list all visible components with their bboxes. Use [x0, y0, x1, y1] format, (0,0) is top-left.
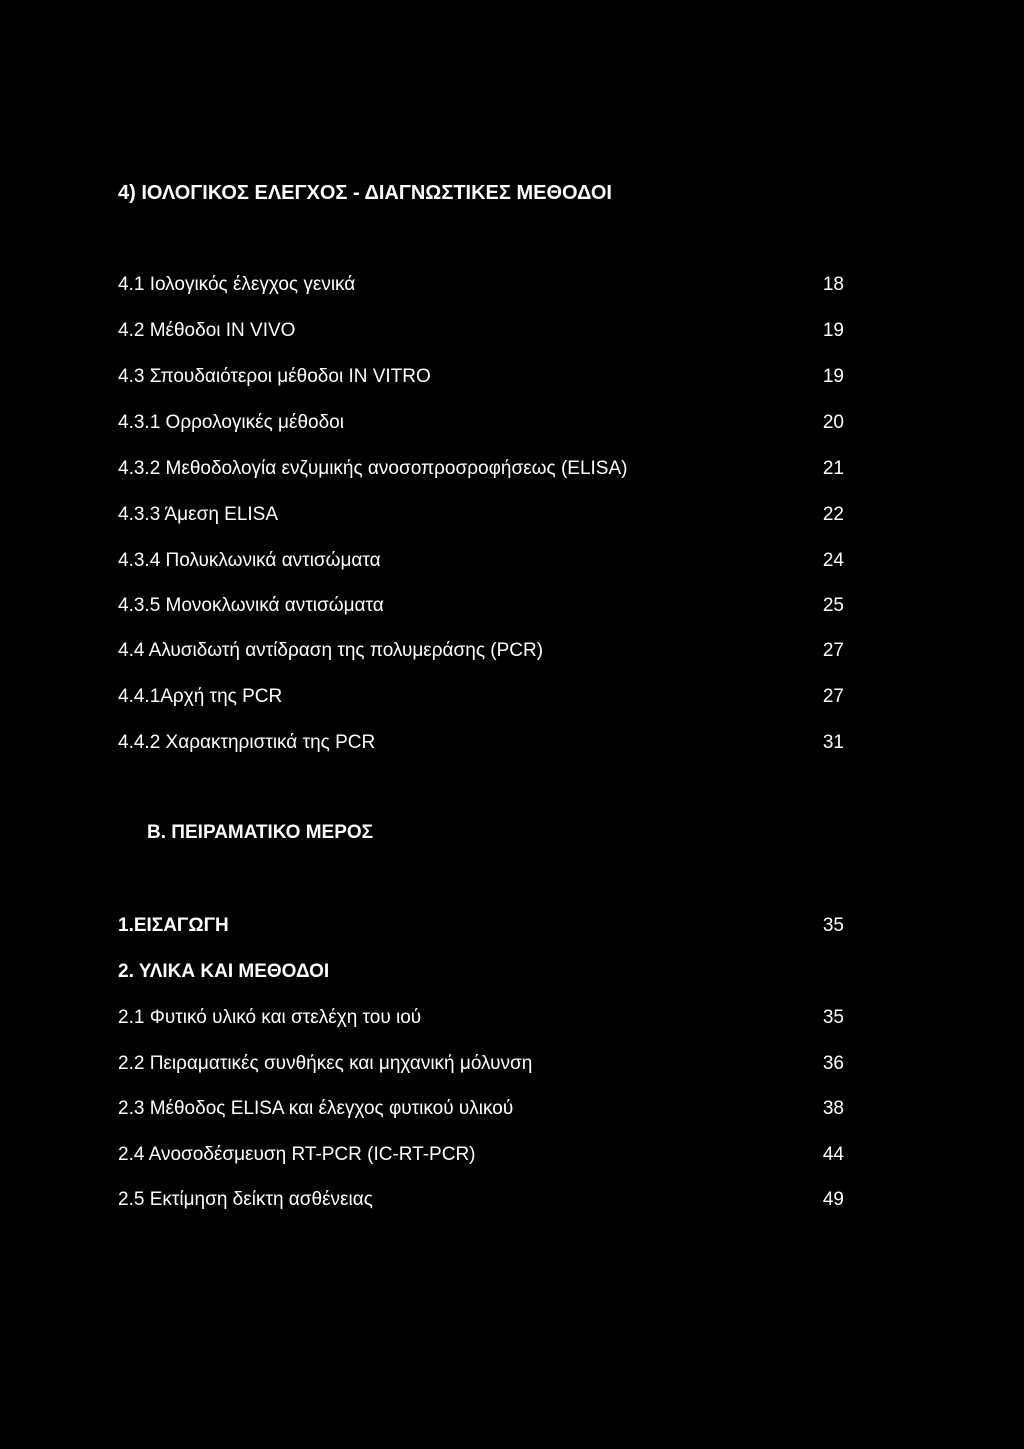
- toc-entry: [0, 454, 1024, 484]
- toc-entry-label: 4.3.4 Πολυκλωνικά αντισώματα: [118, 550, 381, 571]
- toc-entry-page: 25: [822, 595, 844, 616]
- toc-entry-page: 24: [822, 550, 844, 571]
- toc-entry-page: 38: [822, 1098, 844, 1119]
- toc-entry-label: 4.3.1 Ορρολογικές μέθοδοι: [118, 412, 344, 433]
- toc-entry-label: 2.3 Μέθοδος ELISA και έλεγχος φυτικού υλικού: [118, 1098, 514, 1119]
- toc-entry-label: 4.3.3 Άμεση ELISA: [118, 504, 279, 525]
- toc-entry-page: 31: [822, 732, 844, 753]
- toc-entry: [0, 408, 1024, 438]
- toc-entry-label: 4.3 Σπουδαιότεροι μέθοδοι IN VITRO: [118, 366, 431, 387]
- part-b-heading: [0, 818, 1024, 848]
- toc-entry-label: 2.1 Φυτικό υλικό και στελέχη του ιού: [118, 1007, 422, 1028]
- toc-entry-label: 2.4 Ανοσοδέσμευση RT-PCR (IC-RT-PCR): [118, 1144, 476, 1165]
- toc-entry-page: 21: [822, 458, 844, 479]
- toc-entry-page: 19: [822, 320, 844, 341]
- toc-entry-page: 35: [822, 1007, 844, 1028]
- toc-entry: [0, 1185, 1024, 1215]
- toc-entry-page: 20: [822, 412, 844, 433]
- toc-entry-page: 19: [822, 366, 844, 387]
- toc-entry-page: 35: [822, 915, 844, 936]
- toc-entry: [0, 682, 1024, 712]
- toc-entry: [0, 636, 1024, 666]
- toc-entry-intro: [0, 911, 1024, 941]
- toc-entry: [0, 1094, 1024, 1124]
- toc-entry-label: 2.5 Εκτίμηση δείκτη ασθένειας: [118, 1189, 373, 1210]
- part-b-heading-text: Β. ΠΕΙΡΑΜΑΤΙΚΟ ΜΕΡΟΣ: [147, 822, 374, 843]
- toc-entry-label: 4.4 Αλυσιδωτή αντίδραση της πολυμεράσης (PCR): [118, 640, 544, 661]
- toc-entry: [0, 362, 1024, 392]
- toc-entry: [0, 591, 1024, 621]
- toc-entry: [0, 500, 1024, 530]
- toc-entry-label: 4.3.5 Μονοκλωνικά αντισώματα: [118, 595, 384, 616]
- toc-entry-page: 22: [822, 504, 844, 525]
- toc-entry-page: 27: [822, 686, 844, 707]
- toc-entry-page: 44: [822, 1144, 844, 1165]
- toc-entry: [0, 1049, 1024, 1079]
- toc-entry-label: 4.1 Ιολογικός έλεγχος γενικά: [118, 274, 356, 295]
- section4-heading-text: 4) ΙΟΛΟΓΙΚΟΣ ΕΛΕΓΧΟΣ - ΔΙΑΓΝΩΣΤΙΚΕΣ ΜΕΘΟΔΟΙ: [118, 182, 612, 204]
- toc-entry-page: 27: [822, 640, 844, 661]
- toc-entry: [0, 546, 1024, 576]
- toc-entry: [0, 1140, 1024, 1170]
- materials-methods-heading-text: 2. ΥΛΙΚΑ ΚΑΙ ΜΕΘΟΔΟΙ: [118, 961, 330, 982]
- section4-heading: [0, 178, 1024, 208]
- toc-entry-label: 1.ΕΙΣΑΓΩΓΗ: [118, 915, 229, 936]
- toc-entry: [0, 316, 1024, 346]
- toc-entry: [0, 270, 1024, 300]
- toc-entry-label: 4.2 Μέθοδοι IN VIVO: [118, 320, 296, 341]
- toc-entry-label: 4.4.2 Χαρακτηριστικά της PCR: [118, 732, 376, 753]
- toc-entry-label: 4.3.2 Μεθοδολογία ενζυμικής ανοσοπροσροφήσεως (ELISA): [118, 458, 628, 479]
- toc-entry: [0, 728, 1024, 758]
- toc-entry-page: 49: [822, 1189, 844, 1210]
- toc-entry-page: 18: [822, 274, 844, 295]
- toc-entry-label: 2.2 Πειραματικές συνθήκες και μηχανική μόλυνση: [118, 1053, 533, 1074]
- toc-entry: [0, 1003, 1024, 1033]
- toc-entry-label: 4.4.1Αρχή της PCR: [118, 686, 283, 707]
- toc-entry-page: 36: [822, 1053, 844, 1074]
- materials-methods-heading: [0, 957, 1024, 987]
